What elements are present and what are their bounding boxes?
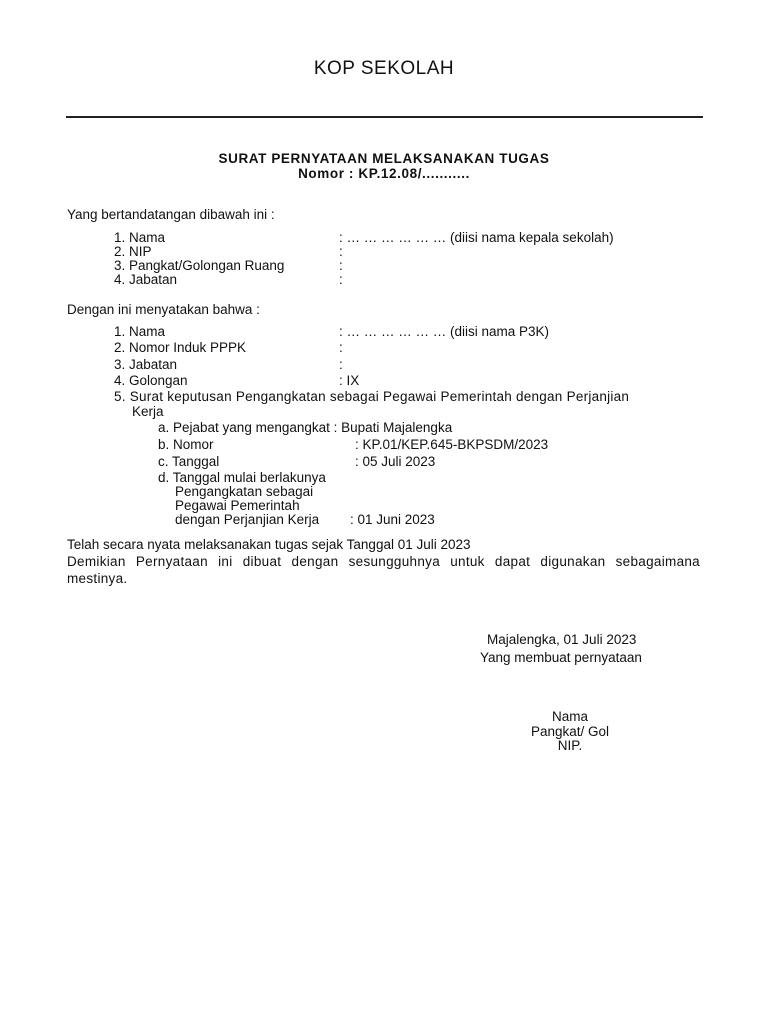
signature-nip: NIP. bbox=[557, 738, 583, 753]
signature-name: Nama bbox=[551, 709, 588, 724]
closing-paragraph: Demikian Pernyataan ini dibuat dengan sesungguhnya untuk dapat digunakan sebagaimana mestinya. bbox=[67, 554, 700, 586]
section1-item-value: : bbox=[339, 272, 343, 287]
signature-place-date: Majalengka, 01 Juli 2023 bbox=[487, 632, 637, 647]
sub-item-d-line4: dengan Perjanjian Kerja bbox=[175, 512, 320, 527]
sub-item-d-line1: d. Tanggal mulai berlakunya bbox=[158, 470, 326, 485]
section2-item-value: : IX bbox=[339, 373, 360, 388]
section2-item-label: 4. Golongan bbox=[114, 373, 188, 388]
section2-item-label: 2. Nomor Induk PPPK bbox=[114, 340, 247, 355]
section1-item-value: : … … … … … … (diisi nama kepala sekolah) bbox=[339, 230, 614, 245]
section2-item-value: : bbox=[339, 357, 343, 372]
section2-item5-line1: 5. Surat keputusan Pengangkatan sebagai Pegawai Pemerintah dengan Perjanjian bbox=[114, 389, 630, 404]
sub-item-d-line2: Pengangkatan sebagai bbox=[175, 484, 314, 499]
letterhead-divider bbox=[66, 116, 703, 118]
signature-maker: Yang membuat pernyataan bbox=[480, 650, 642, 665]
sub-item-b-label: b. Nomor bbox=[158, 437, 214, 452]
section2-item-value: : … … … … … … (diisi nama P3K) bbox=[339, 324, 550, 339]
sub-item-d-line3: Pegawai Pemerintah bbox=[175, 498, 300, 513]
section2-item-label: 3. Jabatan bbox=[114, 357, 178, 372]
document-title: SURAT PERNYATAAN MELAKSANAKAN TUGAS bbox=[218, 151, 550, 166]
section1-item-label: 3. Pangkat/Golongan Ruang bbox=[114, 258, 285, 273]
document-number: Nomor : KP.12.08/........... bbox=[298, 166, 470, 181]
section1-item-label: 2. NIP bbox=[114, 244, 152, 259]
sub-item-a: a. Pejabat yang mengangkat : Bupati Majalengka bbox=[158, 420, 453, 435]
sub-item-b-value: : KP.01/KEP.645-BKPSDM/2023 bbox=[355, 437, 549, 452]
sub-item-c-label: c. Tanggal bbox=[158, 454, 220, 469]
sub-item-c-value: : 05 Juli 2023 bbox=[355, 454, 436, 469]
section1-item-label: 4. Jabatan bbox=[114, 272, 178, 287]
sub-item-d-value: : 01 Juni 2023 bbox=[350, 512, 435, 527]
section1-item-value: : bbox=[339, 244, 343, 259]
letterhead: KOP SEKOLAH bbox=[313, 58, 455, 79]
section2-item-label: 1. Nama bbox=[114, 324, 166, 339]
section1-item-value: : bbox=[339, 258, 343, 273]
closing-statement: Telah secara nyata melaksanakan tugas sejak Tanggal 01 Juli 2023 bbox=[67, 537, 471, 552]
section2-item-value: : bbox=[339, 340, 343, 355]
signature-rank: Pangkat/ Gol bbox=[530, 724, 610, 739]
section2-item5-line2: Kerja bbox=[132, 404, 164, 419]
section2-intro: Dengan ini menyatakan bahwa : bbox=[67, 302, 260, 317]
section1-intro: Yang bertandatangan dibawah ini : bbox=[67, 207, 275, 222]
section1-item-label: 1. Nama bbox=[114, 230, 166, 245]
